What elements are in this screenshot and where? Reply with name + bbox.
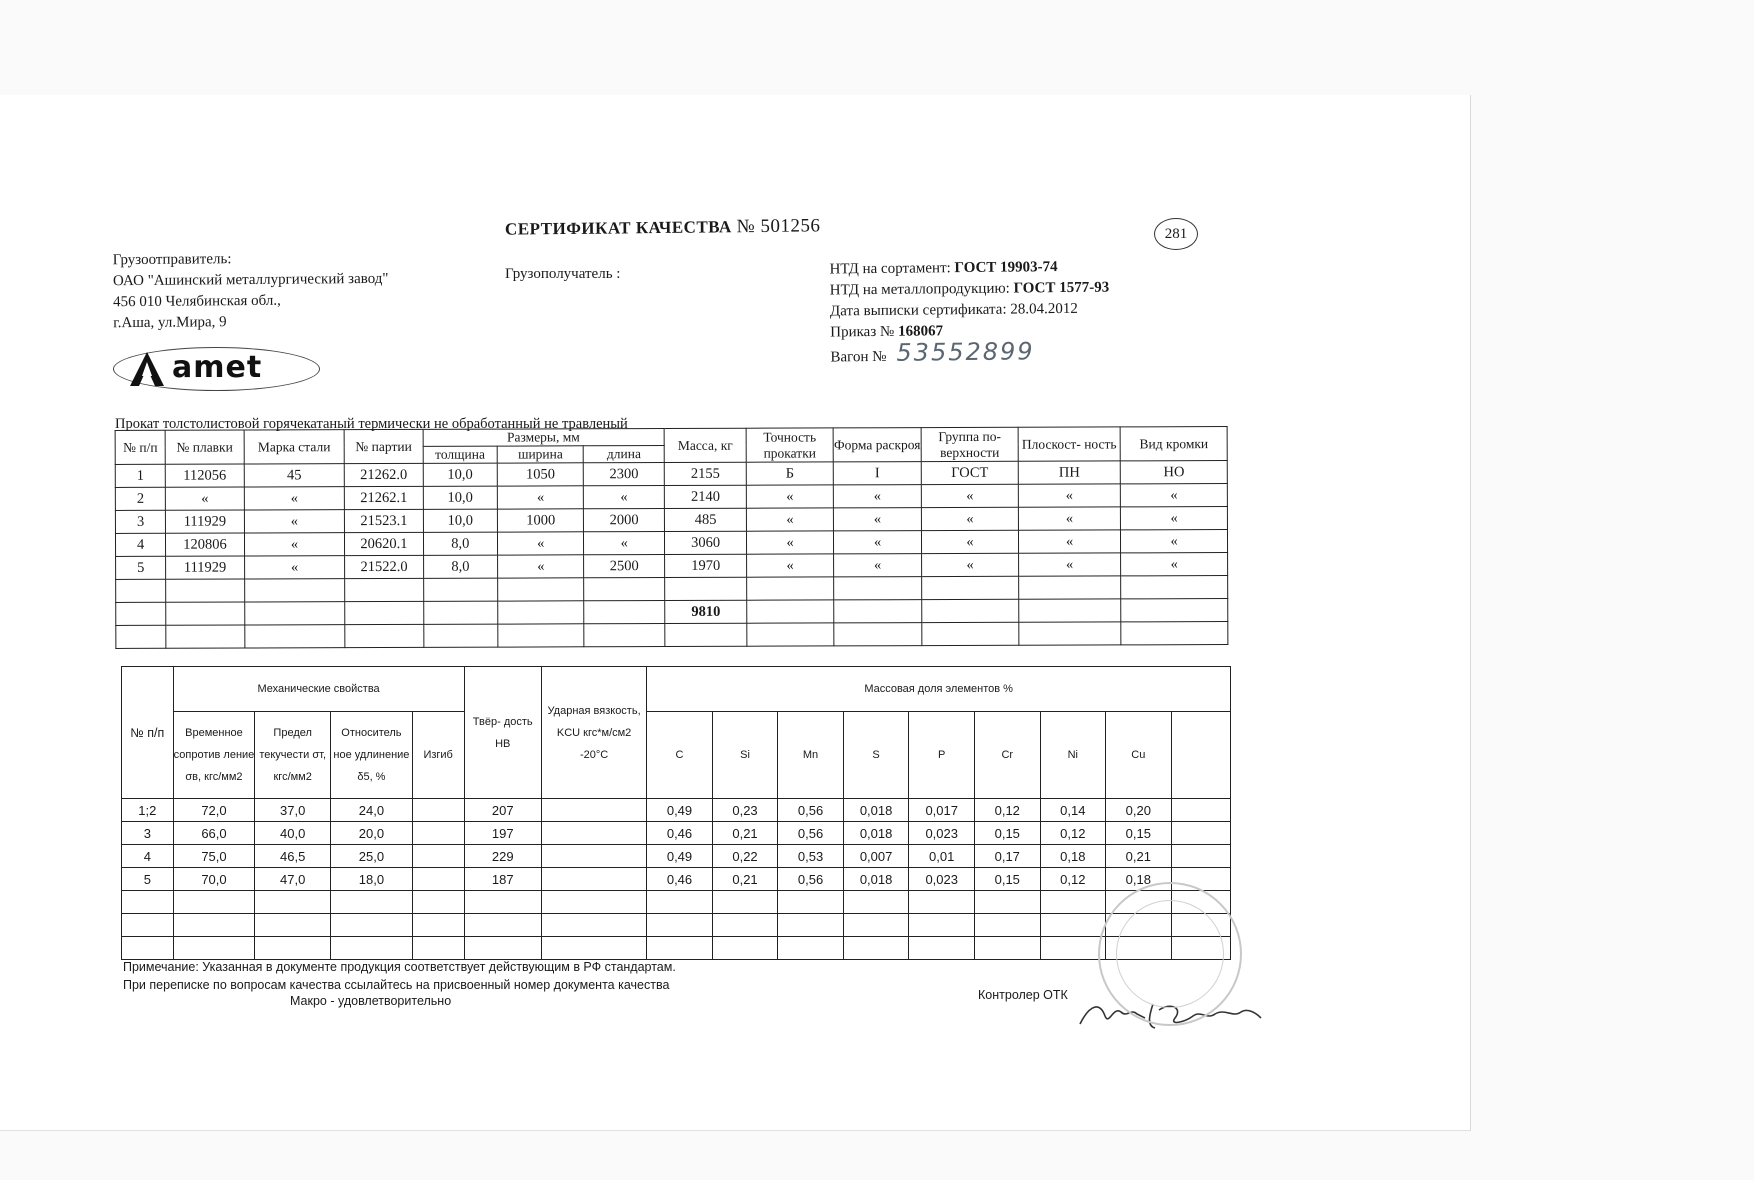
empty-cell [647,914,713,937]
empty-cell [922,599,1019,622]
prop-cell-elong: 20,0 [331,822,413,845]
empty-cell [834,600,923,623]
empty-cell [1171,845,1230,868]
product-cell-surf: ГОСТ [922,461,1019,484]
product-cell-w: « [498,555,585,578]
controller-label: Контролер ОТК [978,988,1068,1002]
prop-cell-elong: 25,0 [331,845,413,868]
empty-cell [584,601,665,624]
product-cell-acc: « [747,531,834,554]
product-cell-form: « [833,485,922,508]
product-cell-form: I [833,462,922,485]
ntd-sortament-label: НТД на сортамент: [829,260,951,278]
prop-cell-num: 1;2 [122,799,174,822]
empty-cell [541,937,646,960]
element-cell: 0,18 [1106,868,1172,891]
empty-cell [975,937,1041,960]
th-grade: Марка стали [244,430,345,464]
th2-el-extra [1171,712,1230,799]
product-cell-acc: « [747,485,834,508]
prop-cell-impact [541,868,646,891]
prop-cell-hardness: 197 [464,822,541,845]
element-cell: 0,56 [778,868,844,891]
ntd-sortament [829,257,1109,281]
empty-cell [584,624,665,647]
empty-cell [255,914,331,937]
element-cell: 0,56 [778,822,844,845]
element-cell: 0,21 [1106,845,1172,868]
th-thickness: толщина [423,446,497,463]
th2-tensile: Временное сопротив ление σв, кгс/мм2 [173,712,255,799]
empty-cell [541,914,646,937]
product-cell-n: 1 [115,464,165,487]
product-cell-heat: 112056 [166,464,245,487]
product-cell-w: 1050 [497,463,584,486]
product-cell-batch: 21522.0 [345,555,424,578]
empty-cell [423,601,497,624]
product-cell-batch: 20620.1 [345,532,424,555]
product-cell-flat: « [1018,553,1121,576]
prop-cell-yield: 40,0 [255,822,331,845]
product-cell-l: 2500 [584,555,665,578]
prop-cell-impact [541,822,646,845]
product-table [115,426,1229,649]
empty-cell [173,937,255,960]
product-cell-mass: 2155 [664,462,747,485]
empty-cell [464,937,541,960]
product-cell-grade: « [244,533,345,556]
order-value: 168067 [897,323,944,340]
empty-cell [166,625,245,648]
prop-cell-elong: 18,0 [331,868,413,891]
empty-cell [345,601,424,624]
amet-logo [113,347,320,391]
product-cell-l: « [584,486,665,509]
product-cell-t: 10,0 [423,486,497,509]
empty-cell [1171,822,1230,845]
certificate-title [505,215,821,240]
product-cell-acc: « [747,508,834,531]
empty-cell [1121,622,1228,645]
product-cell-heat: 120806 [166,533,245,556]
properties-empty-row [122,914,1231,937]
issue-date [830,299,1110,323]
product-cell-heat: « [166,487,245,510]
empty-cell [412,891,464,914]
ntd-metal-label: НТД на металлопродукцию: [829,280,1010,299]
product-cell-n: 3 [115,510,165,533]
empty-cell [833,577,922,600]
certificate-number: № 501256 [736,215,821,238]
empty-cell [712,937,778,960]
th2-yield: Предел текучести σт, кгс/мм2 [255,712,331,799]
product-cell-edge: « [1121,507,1228,530]
product-cell-edge: « [1121,484,1228,507]
product-cell-acc: Б [747,462,834,485]
prop-cell-bend [412,845,464,868]
empty-cell [909,891,975,914]
element-cell: 0,023 [909,868,975,891]
prop-cell-elong: 24,0 [331,799,413,822]
product-cell-flat: « [1018,530,1121,553]
prop-cell-num: 5 [122,868,174,891]
product-cell-t: 8,0 [423,532,497,555]
element-cell: 0,018 [843,822,909,845]
element-cell: 0,01 [909,845,975,868]
empty-cell [1019,622,1122,645]
ntd-metal-value: ГОСТ 1577-93 [1013,279,1110,297]
issue-date-label: Дата выписки сертификата: [829,301,1007,320]
product-cell-form: « [833,554,922,577]
empty-cell [173,914,255,937]
prop-cell-impact [541,799,646,822]
prop-cell-yield: 47,0 [255,868,331,891]
element-cell: 0,23 [712,799,778,822]
empty-cell [331,937,413,960]
empty-cell [843,937,909,960]
product-empty-row [116,622,1228,649]
product-cell-n: 4 [115,533,165,556]
empty-cell [244,602,345,625]
product-cell-form: « [833,508,922,531]
prop-cell-hardness: 187 [464,868,541,891]
th-flatness: Плоскост- ность [1018,427,1121,461]
ntd-block [829,257,1110,369]
element-cell: 0,12 [1040,868,1106,891]
empty-cell [647,937,713,960]
empty-cell [712,914,778,937]
prop-cell-num: 4 [122,845,174,868]
properties-empty-row [122,891,1231,914]
empty-cell [116,602,166,625]
prop-cell-tensile: 66,0 [173,822,255,845]
empty-cell [975,914,1041,937]
empty-cell [747,623,834,646]
prop-cell-tensile: 72,0 [173,799,255,822]
th2-el-mn: Mn [778,712,844,799]
product-cell-mass: 485 [664,508,747,531]
empty-cell [1040,937,1106,960]
element-cell: 0,49 [647,845,713,868]
empty-cell [747,577,834,600]
empty-cell [541,891,646,914]
product-cell-batch: 21523.1 [345,509,424,532]
empty-cell [1040,891,1106,914]
empty-cell [331,914,413,937]
prop-cell-yield: 46,5 [255,845,331,868]
empty-cell [647,891,713,914]
product-cell-batch: 21262.0 [344,463,423,486]
properties-table [121,666,1231,960]
empty-cell [255,937,331,960]
product-cell-t: 10,0 [423,509,497,532]
th-length: длина [584,446,664,463]
element-cell: 0,22 [712,845,778,868]
prop-cell-yield: 37,0 [255,799,331,822]
prop-cell-bend [412,868,464,891]
otk-stamp-icon [1098,882,1242,1026]
empty-cell [1121,576,1228,599]
th-sizes: Размеры, мм [423,429,664,447]
wagon-value-handwritten: 53552899 [896,337,1035,367]
th-batch: № партии [344,429,423,463]
th-heat: № плавки [165,430,244,464]
empty-cell [975,891,1041,914]
th2-el-si: Si [712,712,778,799]
empty-cell [909,937,975,960]
product-cell-surf: « [922,530,1019,553]
product-cell-mass: 1970 [664,554,747,577]
ntd-metal [830,278,1110,302]
th2-num: № п/п [122,667,174,799]
element-cell: 0,15 [975,822,1041,845]
element-cell: 0,46 [647,868,713,891]
empty-cell [1018,576,1121,599]
element-cell: 0,53 [778,845,844,868]
product-cell-mass: 2140 [664,485,747,508]
logo-a-icon [122,348,172,390]
th-width: ширина [497,446,584,463]
otk-stamp-inner-ring [1116,900,1224,1008]
product-cell-grade: 45 [244,464,345,487]
product-cell-mass: 3060 [664,531,747,554]
sender-name: ОАО "Ашинский металлургический завод" [112,270,389,290]
empty-cell [423,578,497,601]
th2-impact: Ударная вязкость, KCU кгс*м/см2 -20°С [541,667,646,799]
empty-cell [412,914,464,937]
th2-el-cu: Cu [1106,712,1172,799]
issue-date-value: 28.04.2012 [1010,300,1078,318]
th2-el-s: S [843,712,909,799]
properties-empty-row [122,937,1231,960]
properties-row [122,868,1231,891]
title-text: СЕРТИФИКАТ КАЧЕСТВА [504,217,732,239]
sender-address-line2: г.Аша, ул.Мира, 9 [113,314,227,332]
empty-cell [498,624,585,647]
th2-el-cr: Cr [975,712,1041,799]
product-cell-heat: 111929 [166,556,245,579]
note-line1: Примечание: Указанная в документе продукция соответствует действующим в РФ стандартам. [123,960,676,974]
empty-cell [498,601,585,624]
product-cell-t: 10,0 [423,463,497,486]
prop-cell-hardness: 229 [464,845,541,868]
properties-row [122,822,1231,845]
empty-cell [712,891,778,914]
element-cell: 0,12 [975,799,1041,822]
wagon-number [830,337,1110,369]
product-cell-grade: « [244,556,345,579]
th-form: Форма раскроя [833,428,922,462]
empty-cell [843,914,909,937]
product-cell-grade: « [244,510,345,533]
element-cell: 0,14 [1040,799,1106,822]
logo-text: amet [172,350,263,385]
empty-cell [122,891,174,914]
empty-cell [747,600,834,623]
prop-cell-bend [412,799,464,822]
empty-cell [1171,799,1230,822]
empty-cell [778,914,844,937]
product-cell-w: « [497,486,584,509]
product-cell-surf: « [922,484,1019,507]
properties-row [122,845,1231,868]
product-cell-form: « [833,531,922,554]
element-cell: 0,017 [909,799,975,822]
th2-mass-fraction: Массовая доля элементов % [647,667,1231,712]
product-description: Прокат толстолистовой горячекатаный термически не обработанный не травленый [115,416,628,432]
empty-cell [412,937,464,960]
empty-cell [778,891,844,914]
product-cell-flat: ПН [1018,461,1121,484]
product-cell-t: 8,0 [423,555,497,578]
prop-cell-tensile: 75,0 [173,845,255,868]
wagon-label: Вагон № [830,348,887,366]
empty-cell [122,914,174,937]
sender-address-line1: 456 010 Челябинская обл., [113,292,281,311]
ntd-sortament-value: ГОСТ 19903-74 [954,259,1058,277]
element-cell: 0,46 [647,822,713,845]
prop-cell-bend [412,822,464,845]
empty-cell [116,625,166,648]
page-number-badge: 281 [1154,218,1198,250]
empty-cell [166,602,245,625]
element-cell: 0,18 [1040,845,1106,868]
th2-el-p: P [909,712,975,799]
product-cell-surf: « [922,553,1019,576]
empty-cell [778,937,844,960]
th-accuracy: Точность прокатки [746,428,833,462]
product-cell-edge: « [1121,530,1228,553]
order-label: Приказ № [830,323,895,341]
th2-el-c: C [647,712,713,799]
element-cell: 0,15 [975,868,1041,891]
empty-cell [834,623,923,646]
th-mass: Масса, кг [664,428,747,462]
empty-cell [464,914,541,937]
empty-cell [122,937,174,960]
product-cell-flat: « [1018,507,1121,530]
product-cell-acc: « [747,554,834,577]
empty-cell [1121,599,1228,622]
element-cell: 0,56 [778,799,844,822]
empty-cell [498,578,585,601]
product-cell-n: 2 [115,487,165,510]
element-cell: 0,15 [1106,822,1172,845]
element-cell: 0,12 [1040,822,1106,845]
th2-hardness: Твёр- дость НВ [464,667,541,799]
th2-elong: Относитель ное удлинение δ5, % [331,712,413,799]
empty-cell [922,622,1019,645]
empty-cell [1018,599,1121,622]
element-cell: 0,018 [843,799,909,822]
product-cell-l: 2000 [584,509,665,532]
prop-cell-hardness: 207 [464,799,541,822]
receiver-label: Грузополучатель : [505,266,621,282]
th-edge: Вид кромки [1120,427,1227,461]
sender-block [113,248,389,334]
empty-cell [244,625,345,648]
empty-cell [255,891,331,914]
empty-cell [345,624,424,647]
note-line2: При переписке по вопросам качества ссылайтесь на присвоенный номер документа качества [123,978,670,992]
product-cell-batch: 21262.1 [345,486,424,509]
empty-cell [244,579,345,602]
product-cell-heat: 111929 [166,510,245,533]
th2-el-ni: Ni [1040,712,1106,799]
element-cell: 0,018 [843,868,909,891]
empty-cell [423,624,497,647]
macro-note: Макро - удовлетворительно [290,994,452,1008]
product-cell-n: 5 [116,556,166,579]
prop-cell-num: 3 [122,822,174,845]
element-cell: 0,21 [712,822,778,845]
product-cell-l: « [584,532,665,555]
element-cell: 0,023 [909,822,975,845]
empty-cell [922,576,1019,599]
element-cell: 0,21 [712,868,778,891]
sender-label: Грузоотправитель: [112,251,232,269]
empty-cell [166,579,245,602]
empty-cell [116,579,166,602]
product-cell-flat: « [1018,484,1121,507]
th2-mech: Механические свойства [173,667,464,712]
element-cell: 0,17 [975,845,1041,868]
empty-cell [464,891,541,914]
th-num: № п/п [115,430,165,464]
element-cell: 0,20 [1106,799,1172,822]
empty-cell [173,891,255,914]
th2-bend: Изгиб [412,712,464,799]
product-cell-edge: НО [1121,461,1228,484]
element-cell: 0,007 [843,845,909,868]
empty-cell [331,891,413,914]
prop-cell-impact [541,845,646,868]
product-cell-w: « [498,532,585,555]
product-cell-l: 2300 [584,463,665,486]
empty-cell [665,623,748,646]
total-mass: 9810 [665,600,748,623]
empty-cell [665,577,748,600]
product-cell-surf: « [922,507,1019,530]
empty-cell [345,578,424,601]
prop-cell-tensile: 70,0 [173,868,255,891]
element-cell: 0,49 [647,799,713,822]
product-cell-w: 1000 [497,509,584,532]
properties-row [122,799,1231,822]
empty-cell [584,578,665,601]
th-surface: Группа по- верхности [921,427,1018,461]
empty-cell [1040,914,1106,937]
notes-block [123,958,676,994]
empty-cell [909,914,975,937]
product-cell-grade: « [244,487,345,510]
product-cell-edge: « [1121,553,1228,576]
empty-cell [843,891,909,914]
